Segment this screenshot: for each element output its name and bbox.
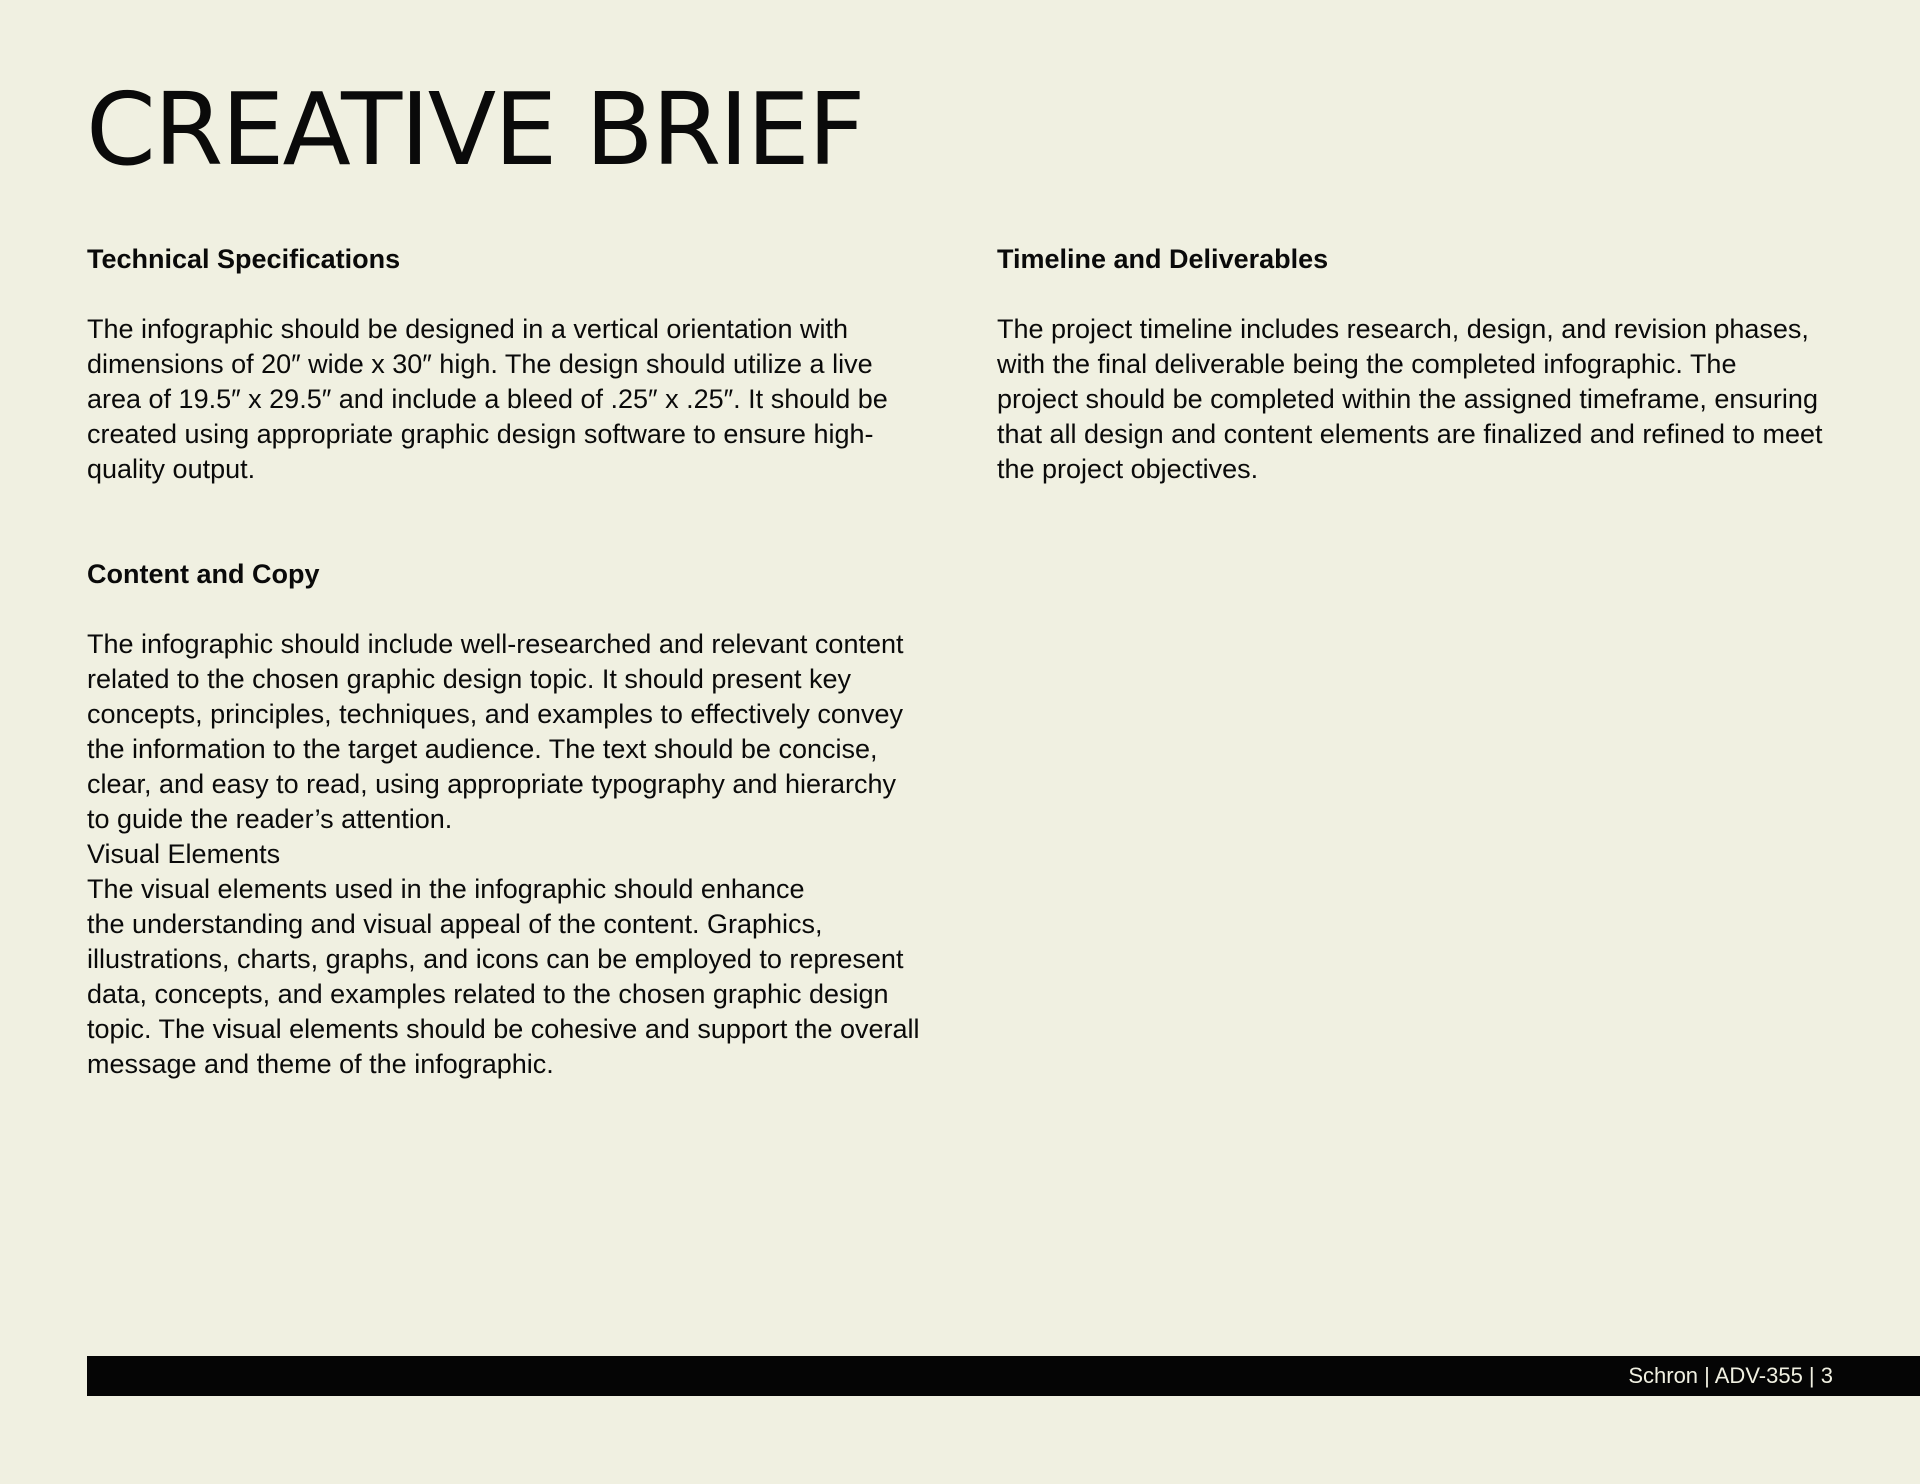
footer-page-info: Schron | ADV-355 | 3: [1628, 1363, 1833, 1388]
technical-specifications-heading: Technical Specifications: [87, 244, 401, 274]
timeline-and-deliverables-section: [997, 242, 1857, 487]
timeline-and-deliverables-heading: Timeline and Deliverables: [997, 244, 1329, 274]
content-and-copy-section: [87, 557, 947, 1082]
timeline-and-deliverables-body: The project timeline includes research, design, and revision phases, with the final deliverable being the completed infographic. The project should be completed within the assigned timeframe, ensuring that all design and content elements are finalized and refined to meet the project objectives.: [997, 314, 1823, 484]
content-and-copy-heading: Content and Copy: [87, 559, 320, 589]
technical-specifications-section: [87, 242, 947, 487]
technical-specifications-body: The infographic should be designed in a vertical orientation with dimensions of 20″ wide x 30″ high. The design should utilize a live area of 19.5″ x 29.5″ and include a bleed of .25″ x .25″. It should be created using appropriate graphic design software to ensure high- quality output.: [87, 314, 888, 484]
footer-bar: [87, 1356, 1920, 1396]
page-title: CREATIVE BRIEF: [86, 71, 864, 188]
content-and-copy-body: The infographic should include well-researched and relevant content related to the chosen graphic design topic. It should present key concepts, principles, techniques, and examples to effectively convey the information to the target audience. The text should be concise, clear, and easy to read, using appropriate typography and hierarchy to guide the reader’s attention. Visual Elements The visual elements used in the infographic should enhance the understanding and visual appeal of the content. Graphics, illustrations, charts, graphs, and icons can be employed to represent data, concepts, and examples related to the chosen graphic design topic. The visual elements should be cohesive and support the overall message and theme of the infographic.: [87, 629, 920, 1079]
